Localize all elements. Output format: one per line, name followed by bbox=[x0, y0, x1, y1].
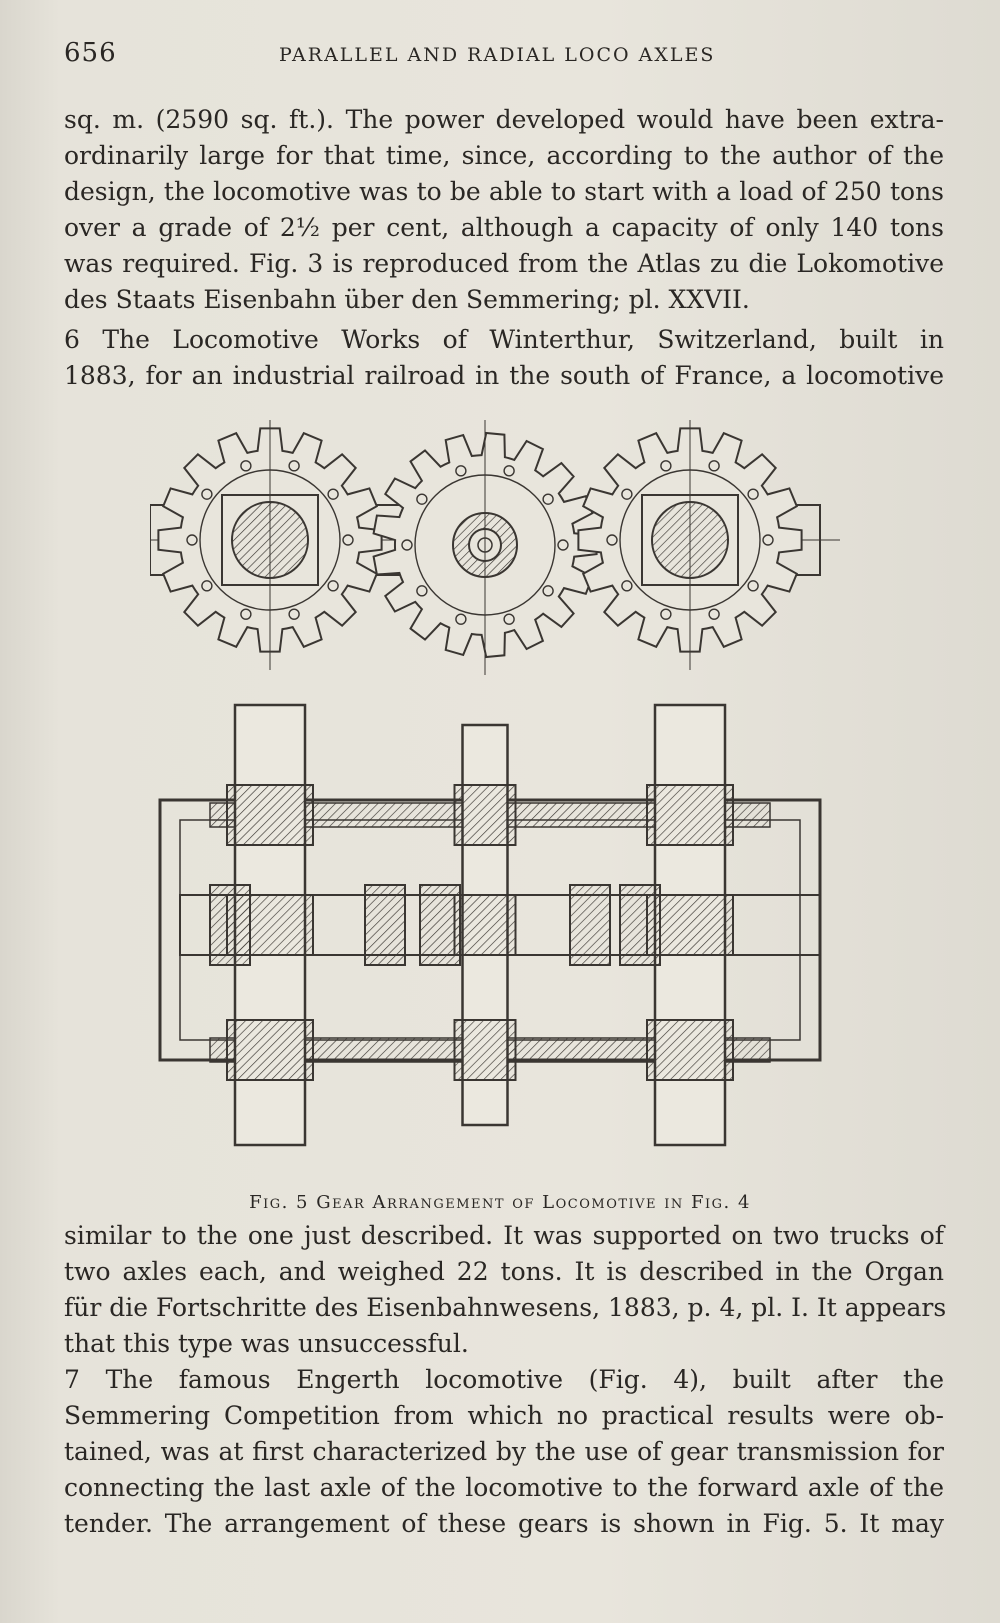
paragraph-6 bbox=[64, 322, 944, 394]
gear bbox=[158, 420, 381, 670]
gear-side-view bbox=[150, 420, 840, 675]
page-number: 656 bbox=[64, 38, 117, 68]
axle-plan-view bbox=[160, 705, 820, 1145]
text-line: design, the locomotive was to be able to start with a load of 250 tons bbox=[64, 177, 944, 206]
coupling-block bbox=[620, 885, 660, 965]
bearing-collar bbox=[647, 785, 733, 845]
paragraph-7 bbox=[64, 1362, 944, 1542]
coupling-block bbox=[420, 885, 460, 965]
figure-caption: Fig. 5 Gear Arrangement of Locomotive in Fig. 4 bbox=[249, 1192, 751, 1213]
bearing-collar bbox=[455, 785, 516, 845]
gear bbox=[374, 420, 597, 675]
text-line: tained, was at first characterized by the use of gear transmission for bbox=[64, 1437, 944, 1466]
text-line: over a grade of 2½ per cent, although a capacity of only 140 tons bbox=[64, 213, 944, 242]
text-line: that this type was unsuccessful. bbox=[64, 1329, 469, 1358]
bearing-collar bbox=[455, 895, 516, 955]
bearing-collar bbox=[455, 1020, 516, 1080]
text-line: similar to the one just described. It was supported on two trucks of bbox=[64, 1221, 944, 1250]
text-line: 6 The Locomotive Works of Winterthur, Switzerland, built in bbox=[64, 325, 944, 354]
paragraph-1 bbox=[64, 102, 944, 318]
bearing-collar bbox=[227, 1020, 313, 1080]
paragraph-continued bbox=[64, 1218, 947, 1362]
coupling-block bbox=[365, 885, 405, 965]
text-line: ordinarily large for that time, since, according to the author of the bbox=[64, 141, 944, 170]
running-head: PARALLEL AND RADIAL LOCO AXLES bbox=[279, 44, 716, 66]
figure-5-gear-drawing bbox=[150, 420, 870, 1180]
text-line: des Staats Eisenbahn über den Semmering; pl. XXVII. bbox=[64, 285, 750, 314]
coupling-block bbox=[210, 885, 250, 965]
text-line: connecting the last axle of the locomotive to the forward axle of the bbox=[64, 1473, 944, 1502]
bearing-collar bbox=[227, 785, 313, 845]
text-line: 7 The famous Engerth locomotive (Fig. 4), built after the bbox=[64, 1365, 944, 1394]
gear bbox=[578, 420, 801, 670]
page-header bbox=[64, 38, 944, 78]
text-line: für die Fortschritte des Eisenbahnwesens, 1883, p. 4, pl. I. It appears bbox=[64, 1293, 947, 1322]
text-line: was required. Fig. 3 is reproduced from the Atlas zu die Lokomotive bbox=[64, 249, 944, 278]
text-line: two axles each, and weighed 22 tons. It is described in the Organ bbox=[64, 1257, 944, 1286]
text-line: 1883, for an industrial railroad in the south of France, a locomotive bbox=[64, 361, 944, 390]
text-line: Semmering Competition from which no practical results were ob- bbox=[64, 1401, 944, 1430]
text-line: sq. m. (2590 sq. ft.). The power developed would have been extra- bbox=[64, 105, 944, 134]
bearing-collar bbox=[647, 1020, 733, 1080]
text-line: tender. The arrangement of these gears is shown in Fig. 5. It may bbox=[64, 1509, 944, 1538]
coupling-block bbox=[570, 885, 610, 965]
